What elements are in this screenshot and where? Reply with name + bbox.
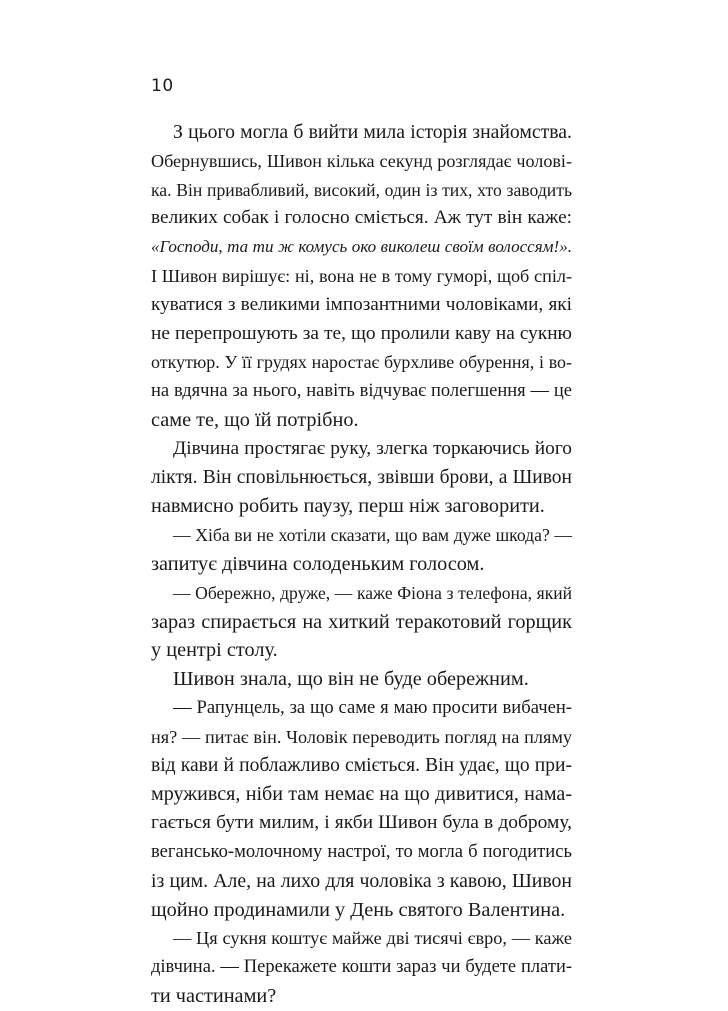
text-line: не перепрошують за те, що пролили каву на сукню	[151, 322, 572, 344]
text-line: — Хіба ви не хотіли сказати, що вам дуже шкода? —	[173, 525, 572, 546]
text-line: дівчина. — Перекажете кошти зараз чи будете плати-	[151, 957, 572, 978]
text-line: Шивон знала, що він не буде обережним.	[173, 668, 529, 691]
text-line: на вдячна за нього, навіть відчуває полегшення — це	[151, 381, 572, 402]
text-line: ти частинами?	[151, 984, 277, 1007]
text-line: зараз спирається на хиткий теракотовий горщик	[151, 610, 572, 633]
text-line: у центрі столу.	[151, 639, 278, 662]
text-line: откутюр. У її грудях наростає бурхливе обурення, і во-	[151, 352, 572, 373]
text-line: Дівчина простягає руку, злегка торкаючись його	[173, 437, 572, 459]
text-line: навмисно робить паузу, перш ніж заговорити.	[151, 495, 545, 518]
text-line: Обернувшись, Шивон кілька секунд розглядає чолові-	[151, 150, 572, 171]
text-line: «Господи, та ти ж комусь око виколеш своїм волоссям!».	[151, 237, 572, 257]
text-line: ліктя. Він сповільнюється, звівши брови, а Шивон	[151, 466, 572, 488]
text-line: гається бути милим, і якби Шивон була в доброму,	[151, 812, 572, 834]
text-line: ня? — питає він. Чоловік переводить погляд на пляму	[151, 726, 572, 747]
text-line: — Рапунцель, за що саме я маю просити вибачен-	[173, 696, 572, 718]
text-line: І Шивон вирішує: ні, вона не в тому гуморі, щоб спіл-	[151, 265, 572, 286]
text-line: вегансько-молочному настрої, то могла б погодитись	[151, 840, 572, 862]
text-line: З цього могла б вийти мила історія знайомства.	[173, 121, 572, 143]
text-line: щойно продинамили у День святого Валентина.	[151, 898, 566, 921]
text-line: куватися з великими імпозантними чоловіками, які	[151, 293, 572, 315]
text-line: запитує дівчина солоденьким голосом.	[151, 552, 485, 575]
text-line: великих собак і голосно сміється. Аж тут він каже:	[151, 207, 572, 229]
text-line: із цим. Але, на лихо для чоловіка з кавою, Шивон	[151, 869, 572, 892]
text-line: — Ця сукня коштує майже дві тисячі євро, — каже	[173, 928, 572, 949]
text-line: мружився, ніби там немає на що дивитися, нама-	[151, 783, 572, 806]
text-line: ка. Він привабливий, високий, один із тих, хто заводить	[151, 179, 572, 200]
page-number: 10	[151, 76, 174, 96]
text-line: від кави й поблажливо сміється. Він удає, що при-	[151, 754, 572, 776]
text-line: саме те, що їй потрібно.	[151, 408, 359, 431]
text-line: — Обережно, друже, — каже Фіона з телефона, який	[173, 582, 572, 603]
body-text	[151, 118, 572, 1011]
